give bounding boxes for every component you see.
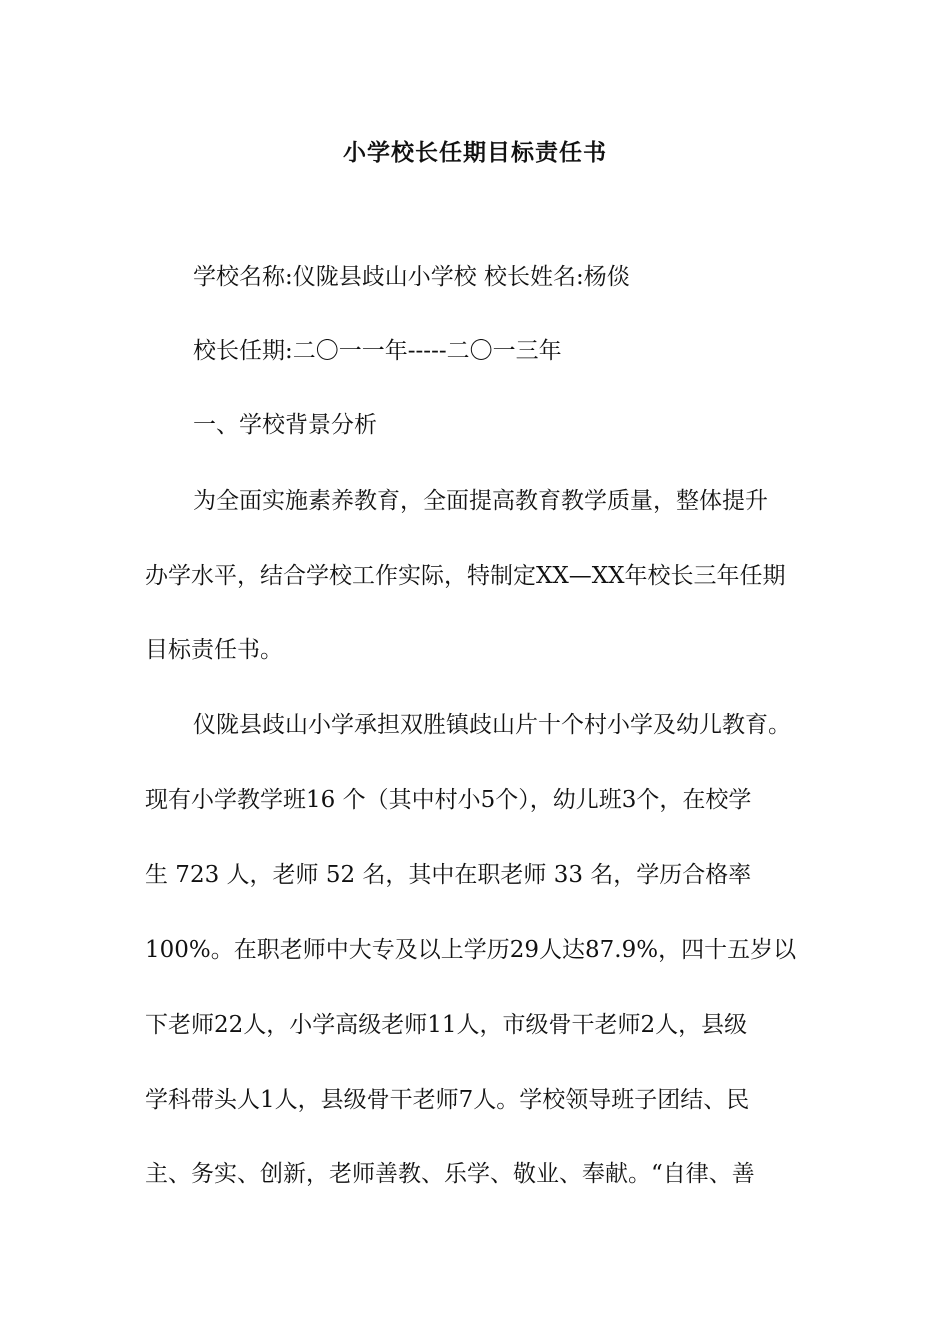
section-heading: 一、学校背景分析	[193, 412, 377, 438]
paragraph-line: 现有小学教学班16 个（其中村小5个），幼儿班3个，在校学	[145, 787, 752, 813]
paragraph-line: 学科带头人1人，县级骨干老师7人。学校领导班子团结、民	[145, 1087, 750, 1113]
paragraph-line: 主、务实、创新，老师善教、乐学、敬业、奉献。“自律、善	[145, 1161, 755, 1187]
document-title: 小学校长任期目标责任书	[343, 139, 607, 166]
paragraph-line: 下老师22人，小学高级老师11人，市级骨干老师2人，县级	[145, 1012, 748, 1038]
paragraph-line: 目标责任书。	[145, 637, 283, 663]
paragraph-line: 仪陇县歧山小学承担双胜镇歧山片十个村小学及幼儿教育。	[193, 712, 791, 738]
paragraph-line: 生 723 人，老师 52 名，其中在职老师 33 名，学历合格率	[145, 862, 752, 888]
term-line: 校长任期:二〇一一年-----二〇一三年	[193, 338, 562, 364]
paragraph-line: 100%。在职老师中大专及以上学历29人达87.9%，四十五岁以	[145, 937, 797, 963]
paragraph-line: 为全面实施素养教育，全面提高教育教学质量，整体提升	[193, 488, 768, 514]
school-info-line: 学校名称:仪陇县歧山小学校 校长姓名:杨倓	[193, 264, 630, 290]
paragraph-line: 办学水平，结合学校工作实际，特制定XX—XX年校长三年任期	[145, 563, 786, 589]
